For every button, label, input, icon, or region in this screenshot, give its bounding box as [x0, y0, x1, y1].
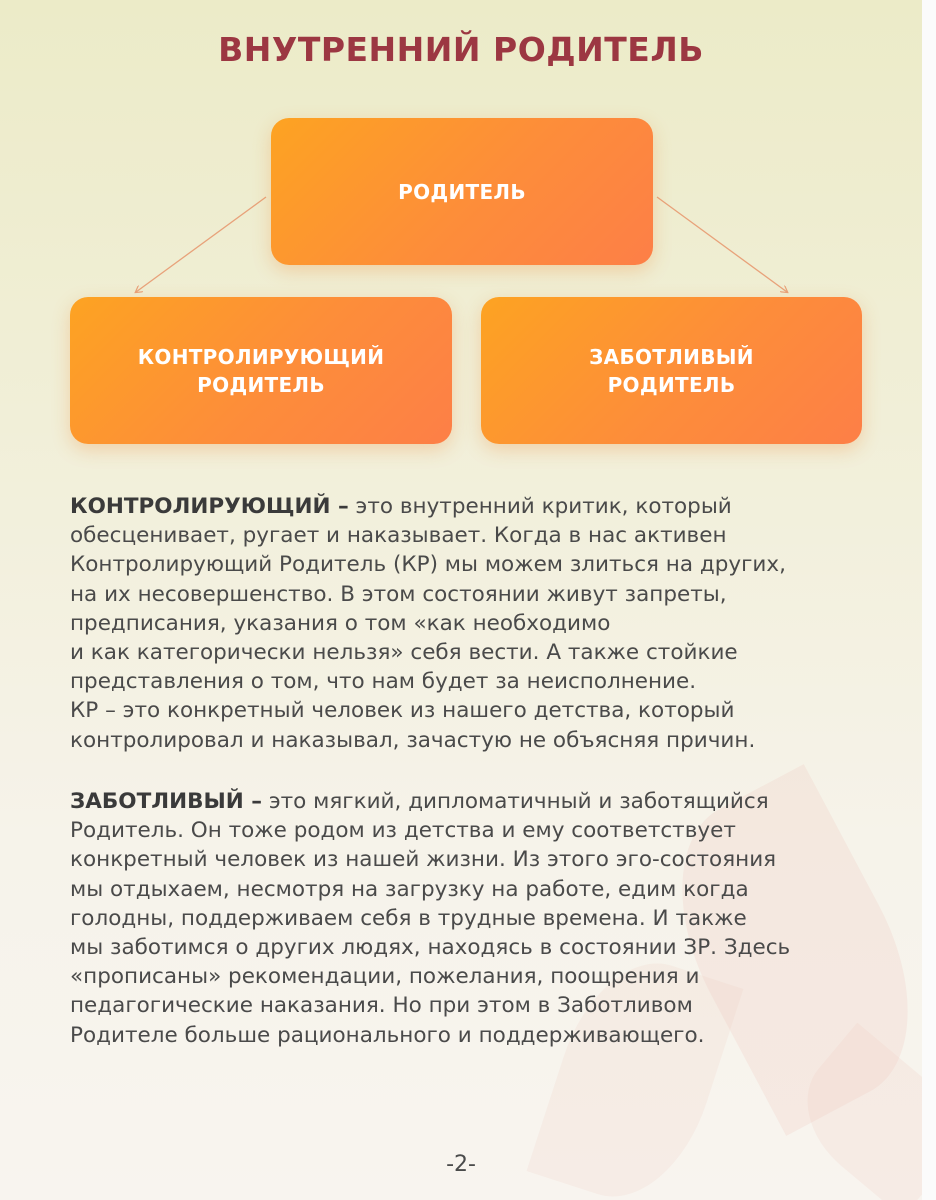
paragraph-line: на их несовершенство. В этом состоянии живут запреты, — [70, 581, 727, 607]
controlling-parent-label-line2: РОДИТЕЛЬ — [197, 372, 325, 397]
caring-parent-label-line1: ЗАБОТЛИВЫЙ — [589, 344, 754, 369]
paragraph-line: голодны, поддерживаем себя в трудные времена. И также — [70, 905, 747, 931]
page-title: ВНУТРЕННИЙ РОДИТЕЛЬ — [218, 30, 704, 69]
caring-parent-box — [481, 297, 862, 444]
paragraph-line: «прописаны» рекомендации, пожелания, поощрения и — [70, 964, 700, 990]
controlling-parent-paragraph — [70, 492, 860, 755]
paragraph-text: это внутренний критик, который — [348, 494, 732, 519]
paragraph-line: предписания, указания о том «как необходимо — [70, 610, 611, 636]
paragraph-text: это мягкий, дипломатичный и заботящийся — [262, 789, 769, 814]
paragraph-line: обесценивает, ругает и наказывает. Когда в нас активен — [70, 523, 727, 549]
controlling-parent-box — [70, 297, 452, 444]
paragraph-line: Контролирующий Родитель (КР) мы можем злиться на других, — [70, 552, 786, 578]
arrow-to-caring — [657, 197, 787, 292]
arrow-to-controlling — [136, 197, 266, 292]
parent-box — [271, 118, 653, 265]
paragraph-line: педагогические наказания. Но при этом в Заботливом — [70, 993, 693, 1019]
paragraph-line: мы отдыхаем, несмотря на загрузку на работе, едим когда — [70, 876, 749, 902]
paragraph-line: КР – это конкретный человек из нашего детства, который — [70, 698, 735, 724]
paragraph-term: ЗАБОТЛИВЫЙ – — [70, 789, 262, 814]
paragraph-term: КОНТРОЛИРУЮЩИЙ – — [70, 494, 349, 519]
parent-label: РОДИТЕЛЬ — [398, 179, 526, 204]
paragraph-line — [70, 787, 860, 816]
paragraph-line: контролировал и наказывал, зачастую не объясняя причин. — [70, 727, 756, 753]
paragraph-line: Родитель. Он тоже родом из детства и ему соответствует — [70, 818, 736, 844]
paragraph-line: мы заботимся о других людях, находясь в состоянии ЗР. Здесь — [70, 935, 791, 961]
page-edge-strip — [922, 0, 936, 1200]
paragraph-line — [70, 492, 860, 521]
paragraph-line: конкретный человек из нашей жизни. Из этого эго-состояния — [70, 847, 777, 873]
caring-parent-paragraph — [70, 787, 860, 1050]
page-number: -2- — [446, 1152, 476, 1177]
paragraph-line: и как категорически нельзя» себя вести. А также стойкие — [70, 640, 738, 666]
paragraph-line: представления о том, что нам будет за неисполнение. — [70, 669, 697, 695]
controlling-parent-label-line1: КОНТРОЛИРУЮЩИЙ — [137, 344, 385, 369]
caring-parent-label-line2: РОДИТЕЛЬ — [607, 372, 736, 397]
paragraph-line: Родителе больше рационального и поддерживающего. — [70, 1022, 705, 1048]
